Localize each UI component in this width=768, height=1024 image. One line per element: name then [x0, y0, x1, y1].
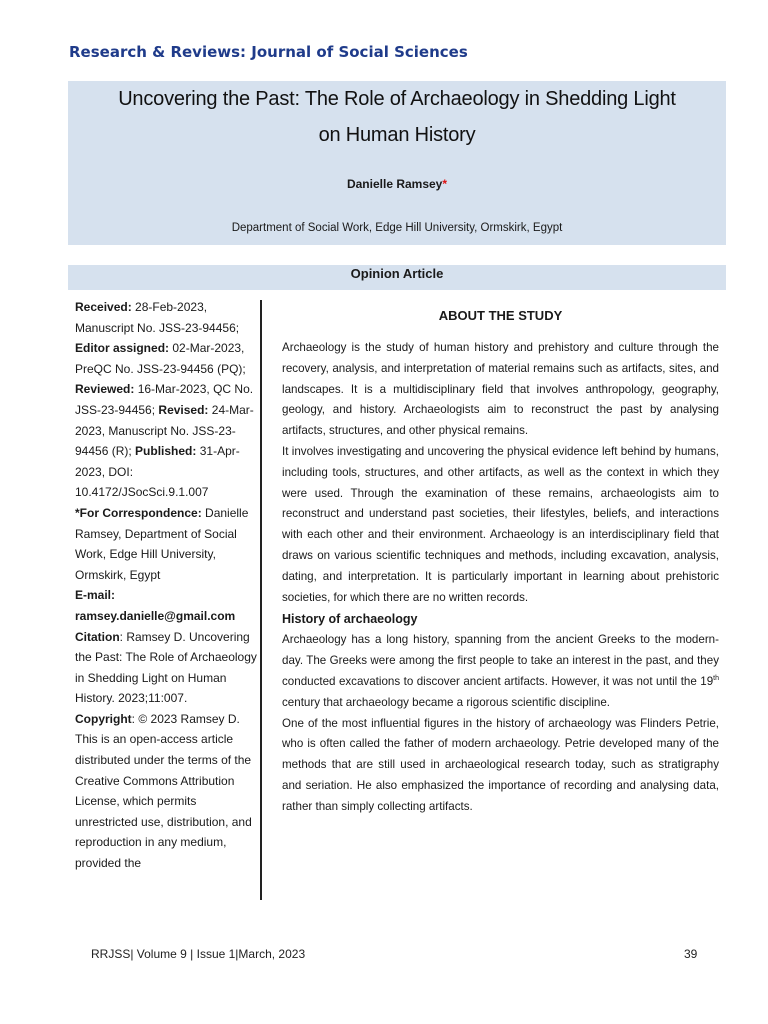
published-text: 31-Apr-2023, DOI: 10.4172/JSocSci.9.1.007 — [75, 444, 240, 500]
paragraph-3 — [282, 630, 719, 713]
article-info-sidebar — [75, 297, 257, 874]
revised-label: Revised: — [158, 402, 209, 417]
article-title — [68, 81, 726, 153]
copyright-text: : © 2023 Ramsey D. This is an open-access article distributed under the terms of the Creative Commons Attribution License, which permits unrestricted use, distribution, and reproduction in any medium, provided the — [75, 711, 252, 871]
copyright-info — [75, 709, 257, 874]
paragraph-3-part-2: century that archaeology became a rigorous scientific discipline. — [282, 695, 611, 709]
article-title-line-2: on Human History — [318, 124, 476, 146]
article-title-line-1: Uncovering the Past: The Role of Archaeology in Shedding Light — [118, 88, 676, 110]
email-address[interactable] — [75, 606, 257, 627]
article-type-bar — [68, 265, 726, 290]
citation-text: : Ramsey D. Uncovering the Past: The Role of Archaeology in Shedding Light on Human History. 2023;11:007. — [75, 629, 257, 706]
reviewed-text: 16-Mar-2023, QC No. JSS-23-94456; — [75, 382, 254, 417]
section-heading: ABOUT THE STUDY — [438, 308, 563, 323]
paragraph-1: Archaeology is the study of human history and prehistory and culture through the recovery, analysis, and interpretation of material remains such as artifacts, sites, and landscapes. It is a multidisciplinary field that involves anthropology, geography, geology, and history. Archaeologists aim to reconstruct the past by analysing artifacts, structures, and other physical remains. — [282, 341, 719, 438]
dates-info — [75, 297, 257, 503]
citation-label: Citation — [75, 629, 120, 644]
paragraph-2: It involves investigating and uncovering the physical evidence left behind by humans, including tools, structures, and other artifacts, as well as the context in which they were used. Through the examination of these remains, archaeologists aim to reconstruct and understand past societies, their lifestyles, beliefs, and interactions with each other and their environment. Archaeology is an interdisciplinary field that draws on various scientific techniques and methods, including excavation, analysis, dating, and interpretation. It is particularly important in learning about prehistoric societies, for which there are no written records. — [282, 444, 719, 604]
author-name — [68, 177, 726, 191]
paragraph-3-superscript: th — [713, 675, 719, 683]
email-info — [75, 585, 257, 606]
author-affiliation: Department of Social Work, Edge Hill University, Ormskirk, Egypt — [231, 222, 563, 234]
journal-title: Research & Reviews: Journal of Social Sciences — [69, 43, 468, 61]
revised-text: 24-Mar-2023, Manuscript No. JSS-23-94456 (R); — [75, 402, 254, 459]
page-number: 39 — [684, 947, 698, 961]
editor-label: Editor assigned: — [75, 341, 170, 356]
paragraph-3-part-1: Archaeology has a long history, spanning from the ancient Greeks to the modern-day. The Greeks were among the first people to take an interest in the past, and they conducted excavations to discover ancient artifacts. However, it was not until the 19 — [282, 633, 719, 688]
paragraph-4: One of the most influential figures in the history of archaeology was Flinders Petrie, who is often called the father of modern archaeology. Petrie developed many of the methods that are still used in archaeological research today, such as stratigraphy and seriation. He also emphasized the importance of recording and analysing data, rather than simply collecting artifacts. — [282, 716, 719, 813]
correspondence-info — [75, 503, 257, 585]
title-block — [68, 81, 726, 245]
subsection-heading: History of archaeology — [282, 612, 418, 627]
column-divider — [260, 300, 262, 900]
author-name-text: Danielle Ramsey — [346, 177, 443, 191]
article-body — [282, 306, 719, 818]
footer-issue-info: RRJSS| Volume 9 | Issue 1|March, 2023 — [91, 947, 306, 961]
article-type: Opinion Article — [350, 266, 444, 281]
copyright-label: Copyright — [75, 711, 132, 726]
citation-info — [75, 627, 257, 709]
correspondence-label: *For Correspondence: — [75, 505, 202, 520]
email-link[interactable]: ramsey.danielle@gmail.com — [75, 608, 236, 623]
received-label: Received: — [75, 300, 132, 314]
editor-text: 02-Mar-2023, PreQC No. JSS-23-94456 (PQ); — [75, 341, 246, 376]
email-label: E-mail: — [75, 588, 116, 603]
received-text: 28-Feb-2023, Manuscript No. JSS-23-94456; — [75, 300, 240, 335]
published-label: Published: — [135, 444, 197, 459]
reviewed-label: Reviewed: — [75, 382, 135, 397]
author-mark: * — [442, 177, 448, 191]
correspondence-text: Danielle Ramsey, Department of Social Work, Edge Hill University, Ormskirk, Egypt — [75, 505, 249, 582]
